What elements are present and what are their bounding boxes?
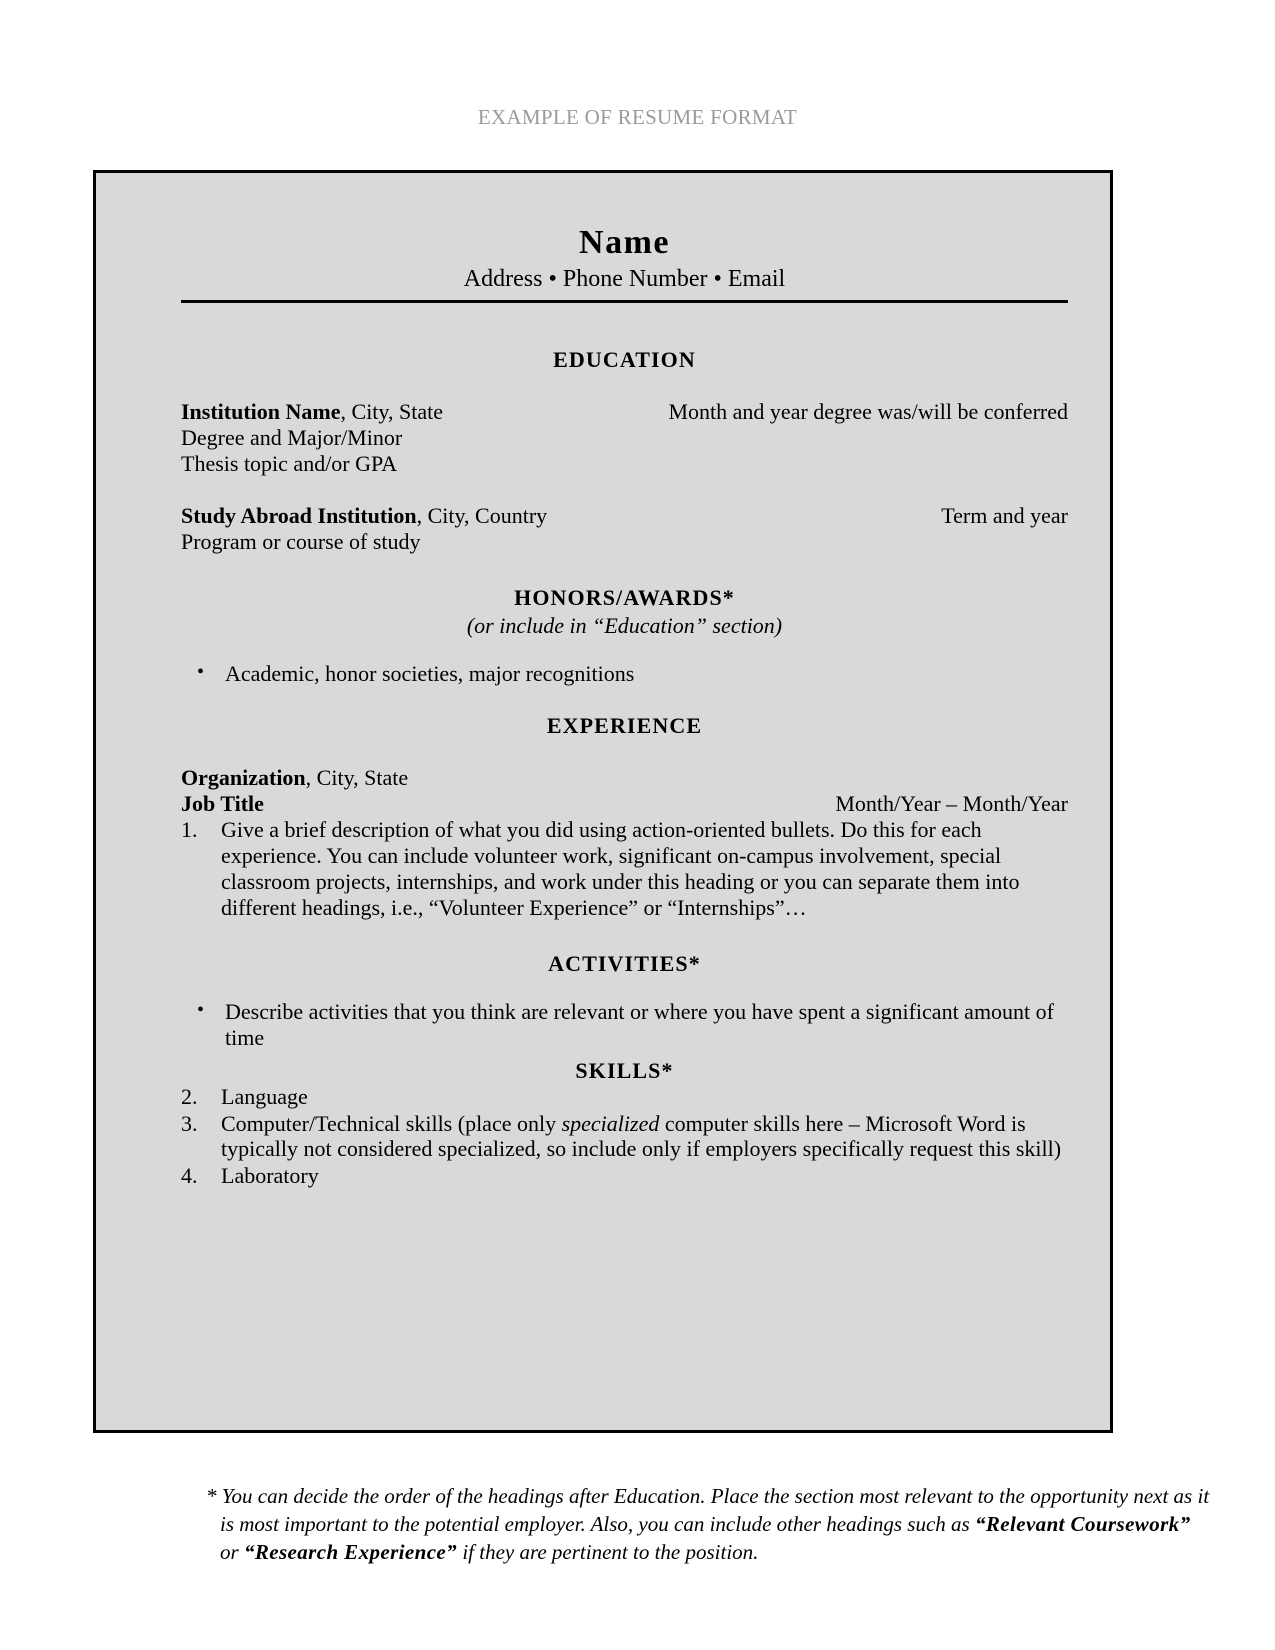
resume-contact-line: Address • Phone Number • Email xyxy=(463,266,786,293)
list-item-emphasis: specialized xyxy=(561,1110,660,1136)
list-item xyxy=(181,1084,1068,1110)
education-entry xyxy=(181,399,1068,477)
footnote-part-2: or xyxy=(220,1539,244,1564)
list-item: • Describe activities that you think are relevant or where you have spent a significant amount of time xyxy=(181,999,1068,1052)
list-item xyxy=(181,1111,1068,1163)
footnote-emphasis-coursework: “Relevant Coursework” xyxy=(974,1511,1191,1536)
section-heading-education: EDUCATION xyxy=(553,346,696,372)
list-item-text: Language xyxy=(221,1083,308,1109)
list-item-number: 4. xyxy=(181,1163,198,1189)
education-thesis-line: Thesis topic and/or GPA xyxy=(181,450,398,476)
list-item-text: Laboratory xyxy=(221,1163,319,1189)
experience-entry xyxy=(181,765,1068,921)
experience-organization xyxy=(181,765,1068,791)
study-abroad-entry-row xyxy=(181,503,1068,529)
experience-organization-name: Organization xyxy=(181,765,306,791)
education-institution-name: Institution Name xyxy=(181,398,341,424)
skills-numbered-list xyxy=(181,1084,1068,1190)
list-item-text: Computer/Technical skills (place only xyxy=(221,1110,562,1136)
education-date: Month and year degree was/will be conferred xyxy=(668,398,1068,424)
footnote-part-1: * You can decide the order of the headings after Education. Place the section most relevant to the opportunity next as it is most important to the potential employer. Also, you can include other headings such as xyxy=(206,1484,1210,1536)
resume-sample-box xyxy=(93,170,1210,1564)
education-institution xyxy=(181,399,443,425)
study-abroad-institution xyxy=(181,503,547,529)
list-item: • Academic, honor societies, major recognitions xyxy=(181,661,1068,687)
footnote-emphasis-research: “Research Experience” xyxy=(243,1539,458,1564)
resume-name: Name xyxy=(579,224,670,261)
list-item xyxy=(181,817,1068,921)
list-item-number: 1. xyxy=(181,816,198,842)
honors-subtitle: (or include in “Education” section) xyxy=(466,612,783,638)
study-abroad-entry xyxy=(181,503,1068,555)
section-heading-skills: SKILLS* xyxy=(575,1057,674,1083)
list-item xyxy=(181,1163,1068,1189)
list-item-text-tail: computer skills here – Microsoft Word is typically not considered specialized, so include only if employers specifically request this skill) xyxy=(221,1110,1062,1162)
footnote xyxy=(206,1483,1210,1567)
education-entry-row xyxy=(181,399,1068,425)
education-institution-location: , City, State xyxy=(340,398,443,424)
study-abroad-program-line: Program or course of study xyxy=(181,528,421,554)
experience-organization-location: , City, State xyxy=(305,765,409,791)
experience-job-dates: Month/Year – Month/Year xyxy=(835,791,1068,816)
experience-title-row xyxy=(181,791,1068,817)
resume-content xyxy=(181,203,1068,1190)
footnote-part-3: if they are pertinent to the position. xyxy=(457,1539,759,1564)
experience-job-title: Job Title xyxy=(181,791,264,816)
section-heading-experience: EXPERIENCE xyxy=(546,713,703,739)
list-item-text: Give a brief description of what you did using action-oriented bullets. Do this for each experience. You can include volunteer work, significant on-campus involvement, special classroom projects, internships, and work under this heading or you can separate them into different headings, i.e., “Volunteer Experience” or “Internships”… xyxy=(221,816,1020,920)
study-abroad-location: , City, Country xyxy=(416,502,548,528)
list-item-number: 3. xyxy=(181,1110,198,1136)
study-abroad-institution-name: Study Abroad Institution xyxy=(181,502,417,528)
study-abroad-date: Term and year xyxy=(941,502,1068,528)
header-divider xyxy=(181,300,1068,303)
activities-bullet-list xyxy=(181,999,1068,1052)
education-degree-line: Degree and Major/Minor xyxy=(181,424,403,450)
section-heading-honors: HONORS/AWARDS* xyxy=(514,584,735,610)
page-title: EXAMPLE OF RESUME FORMAT xyxy=(477,105,798,129)
experience-numbered-list xyxy=(181,817,1068,921)
honors-bullet-list xyxy=(181,661,1068,687)
list-item-number: 2. xyxy=(181,1083,198,1109)
section-heading-activities: ACTIVITIES* xyxy=(548,950,701,976)
